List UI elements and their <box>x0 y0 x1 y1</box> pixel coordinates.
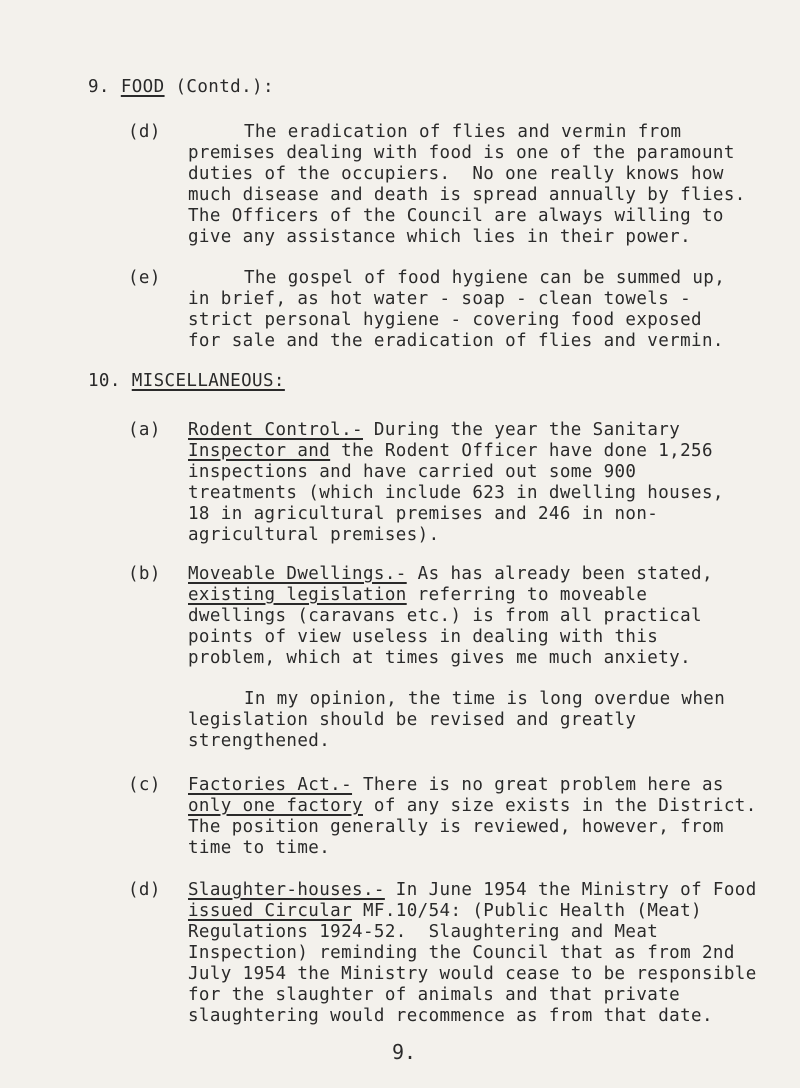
paragraph-line: strengthened. <box>188 731 331 751</box>
paragraph-line: only one factory of any size exists in the District. <box>188 796 757 816</box>
paragraph-line: for the slaughter of animals and that private <box>188 985 681 1005</box>
item-label: (b) <box>128 564 161 584</box>
paragraph-line: treatments (which include 623 in dwelling houses, <box>188 483 724 503</box>
paragraph-line: Rodent Control.- During the year the Sanitary <box>188 420 681 440</box>
section-9-heading <box>88 77 274 98</box>
item-heading: Slaughter-houses.- <box>188 880 385 900</box>
paragraph-line: strict personal hygiene - covering food exposed <box>188 310 702 330</box>
paragraph-line: Moveable Dwellings.- As has already been stated, <box>188 564 713 584</box>
paragraph-line: The Officers of the Council are always willing to <box>188 206 724 226</box>
paragraph-line: The position generally is reviewed, however, from <box>188 817 724 837</box>
item-label: (d) <box>128 122 161 142</box>
section-title-suffix: (Contd.): <box>175 77 274 97</box>
paragraph-line: time to time. <box>188 838 331 858</box>
section-10-heading <box>88 371 285 392</box>
paragraph-line: July 1954 the Ministry would cease to be responsible <box>188 964 757 984</box>
item-heading: Factories Act.- <box>188 775 353 795</box>
section-number: 9. <box>88 77 110 97</box>
paragraph-line: issued Circular MF.10/54: (Public Health (Meat) <box>188 901 702 921</box>
item-label: (a) <box>128 420 161 440</box>
paragraph-line: slaughtering would recommence as from that date. <box>188 1006 713 1026</box>
item-label: (d) <box>128 880 161 900</box>
paragraph-line: Inspection) reminding the Council that as from 2nd <box>188 943 735 963</box>
paragraph-line: Regulations 1924-52. Slaughtering and Meat <box>188 922 659 942</box>
item-label: (e) <box>128 268 161 288</box>
paragraph-line: in brief, as hot water - soap - clean towels - <box>188 289 692 309</box>
paragraph-line: premises dealing with food is one of the paramount <box>188 143 735 163</box>
paragraph-line: points of view useless in dealing with this <box>188 627 659 647</box>
item-label: (c) <box>128 775 161 795</box>
paragraph-line: dwellings (caravans etc.) is from all practical <box>188 606 702 626</box>
paragraph-line: Inspector and the Rodent Officer have done 1,256 <box>188 441 713 461</box>
page-number: 9. <box>392 1040 417 1064</box>
paragraph-line: The eradication of flies and vermin from <box>244 122 682 142</box>
paragraph-line: give any assistance which lies in their power. <box>188 227 692 247</box>
paragraph-line: inspections and have carried out some 900 <box>188 462 637 482</box>
item-heading: Moveable Dwellings.- <box>188 564 407 584</box>
paragraph-line: Slaughter-houses.- In June 1954 the Ministry of Food <box>188 880 757 900</box>
paragraph-line: Factories Act.- There is no great problem here as <box>188 775 724 795</box>
paragraph-line: existing legislation referring to moveable <box>188 585 648 605</box>
paragraph-line: The gospel of food hygiene can be summed up, <box>244 268 726 288</box>
paragraph-line: much disease and death is spread annually by flies. <box>188 185 746 205</box>
section-number: 10. <box>88 371 121 391</box>
paragraph-line: duties of the occupiers. No one really knows how <box>188 164 724 184</box>
paragraph-line: legislation should be revised and greatly <box>188 710 637 730</box>
item-heading: Rodent Control.- <box>188 420 363 440</box>
paragraph-line: agricultural premises). <box>188 525 440 545</box>
paragraph-line: 18 in agricultural premises and 246 in non- <box>188 504 659 524</box>
section-title: FOOD <box>120 77 165 97</box>
paragraph-line: problem, which at times gives me much anxiety. <box>188 648 692 668</box>
paragraph-line: In my opinion, the time is long overdue when <box>244 689 726 709</box>
paragraph-line: for sale and the eradication of flies and vermin. <box>188 331 724 351</box>
section-title: MISCELLANEOUS: <box>131 371 285 391</box>
